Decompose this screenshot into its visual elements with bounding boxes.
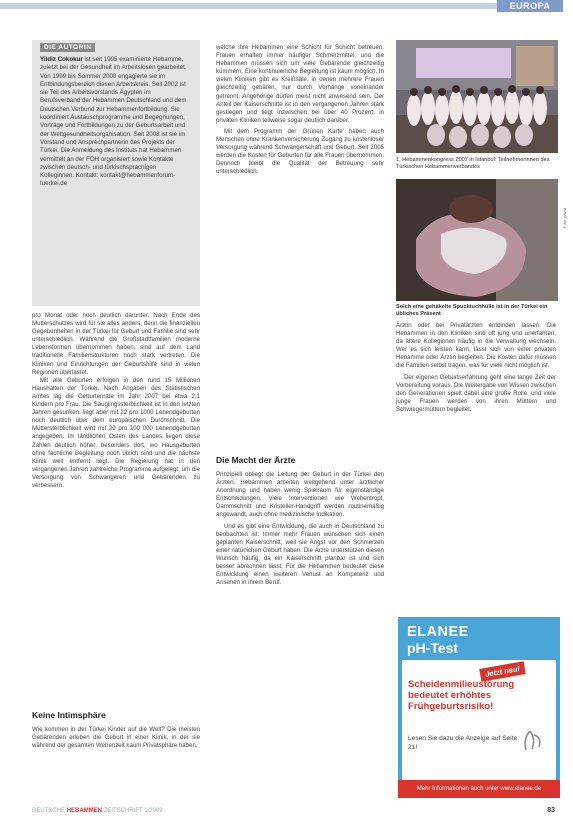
ad-card bbox=[402, 660, 556, 780]
col3-paragraph-1: Ärztin oder bei Privatärzten entbinden lassen. Die Hebammen in den Kliniken sind oft jung und unerfahren, da ältere Kolleginnen häufig in die Verwaltung wechseln. Wer es sich leisten kann, lässt sich von einer privaten Hebamme oder Ärztin begleiten. Die Kosten dafür müssen die Familien selbst tragen, was für viele nicht möglich ist. bbox=[396, 322, 556, 370]
col2-paragraph-3: Prinzipiell obliegt die Leitung der Geburt in der Türkei den Ärzten. Hebammen arbeiten weitgehend unter ärztlicher Anordnung und haben wenig Spielraum für eigenständige Entscheidungen. Viele Interventionen wie Wehentropf, Dammschnitt und Kristeller-Handgriff werden routinemäßig angewandt, auch ohne medizinische Indikation. bbox=[216, 471, 384, 519]
photo2-caption: Solch eine gehäkelte Spucktuchhülle ist in der Türkei ein übliches Präsent bbox=[396, 304, 548, 318]
column-2-lower bbox=[216, 471, 384, 587]
heading-macht-der-aerzte: Die Macht der Ärzte bbox=[216, 455, 296, 465]
author-bio: ist seit 1995 examinierte Hebamme, zuletzt bei der Gesundheit im Arbeitslosen gearbeitet. Von 1999 bis Sommer 2000 engagierte sie im Entbindungsbereich diesen Arbeitskreis. Seit 2002 ist sie Teil des Arbeitsvorstands Ägypten im Berufsverband der Hebammen Deutschland und dem Deutschen Verbund zur Hebammenfortbildung. Sie koordiniert Austauschprogramme und Begegnungen, Vorträge und Fortbildungen zu der Geburtsarbeit und der Weltgesundheitsorganisation. Seit 2008 ist sie im Vorstand und Ansprechpartnerin des Projekts der Türkei. Die Anmeldung des Instituts hat Hebammen vermittelt an der FOH organisiert sowie Kontakte zwischen deutsch- und türkischsprachigen Kolleginnen. Kontakt: kontakt@hebammenforum-tuerkei.de bbox=[40, 56, 187, 188]
col1-paragraph-1: pro Monat oder noch deutlich darunter. Nach Ende des Mutterschutzes wird für sie alles anders, denn die finanziellen Gegebenheiten in der Türkei für Geburt und Familie sind sehr unterschiedlich. Während die Großstadtfamilien moderne Lebensformen übernommen haben, sind auf dem Land traditionelle Familienstrukturen noch stark vertreten. Die Kliniken und Einrichtungen der Geburtshilfe sind in vielen Regionen überlastet. bbox=[32, 312, 200, 376]
heading-keine-intimsphaere: Keine Intimsphäre bbox=[32, 710, 106, 720]
col2-paragraph-2: Mit dem Programm der ‚Grünen Karte' haben auch Menschen ohne Krankenversicherung Zugang zu kostenloser Versorgung während Schwangerschaft und Geburt. Seit 2005 werden die Kosten für Geburten für alle Frauen übernommen. Dennoch bleibt die Qualität der Betreuung sehr unterschiedlich. bbox=[216, 127, 384, 176]
author-box bbox=[32, 40, 200, 306]
photo-hebammenkongress bbox=[396, 40, 558, 153]
column-1 bbox=[32, 312, 200, 490]
col1-paragraph-3: Wie kommen in der Türkei Kinder auf die Welt? Die meisten Gebärenden erleben die Geburt in einer Klinik, in der sie während der gesamten Wehenzeit kaum Privatsphäre haben. bbox=[32, 726, 200, 750]
author-box-title: DIE AUTORIN bbox=[40, 43, 95, 52]
author-box-text bbox=[40, 56, 192, 189]
col2-paragraph-4: Und es gibt eine Entwicklung, die auch in Deutschland zu beobachten ist: Immer mehr Frauen wünschen sich einen geplanten Kaiserschnitt, weil sie Angst vor den Schmerzen einer natürlichen Geburt haben. Die Ärzte unterstützen diesen Wunsch häufig, da ein Kaiserschnitt planbar ist und sich besser abrechnen lässt. Für die Hebammen bedeutet diese Entwicklung einen weiteren Verlust an Kompetenz und Ansehen in ihrem Beruf. bbox=[216, 522, 384, 587]
photo2-credit: Foto: privat bbox=[562, 207, 567, 228]
journal-suffix: ZEITSCHRIFT 1/2009 bbox=[103, 808, 163, 814]
photo1-caption: 1. Hebammenkongress 2007 in Istanbul: Teilnehmerinnen des Türkischen Hebammenverbandes bbox=[396, 157, 550, 171]
ad-reference: Lesen Sie dazu die Anzeige auf Seite 21! bbox=[408, 735, 518, 751]
column-2 bbox=[216, 44, 384, 177]
author-name: Yildiz Cokokur bbox=[40, 56, 83, 63]
ad-brand: ELANEE bbox=[407, 624, 469, 640]
page-number: 83 bbox=[547, 807, 555, 814]
section-label: EUROPA bbox=[497, 0, 563, 12]
photo-spucktuch bbox=[396, 179, 558, 301]
ad-badge: Jetzt neu! bbox=[479, 661, 526, 682]
col2-paragraph-1: welche ihre Hebammen eine Schicht für Schicht betreuen. Frauen erhalten immer häufiger Schmerzmittel, und die Hebammen müssen sich um viele Gebärende gleichzeitig kümmern. Eine kontinuierliche Begleitung ist kaum möglich. In vielen Kliniken gibt es Kreißsäle, in denen mehrere Frauen gleichzeitig gebären, nur durch Vorhänge voneinander getrennt. Angehörige dürfen meist nicht anwesend sein. Der Anteil der Kaiserschnitte ist in den vergangenen Jahren stark gestiegen und liegt inzwischen bei über 40 Prozent, in privaten Kliniken teilweise sogar deutlich darüber. bbox=[216, 44, 384, 124]
journal-name: HEBAMMEN bbox=[66, 808, 103, 814]
header-stripe bbox=[0, 3, 500, 9]
ad-logo-icon bbox=[520, 725, 546, 755]
ad-headline: Scheidenmilieustörung bedeutet erhöhtes Frühgeburtsrisiko! bbox=[408, 679, 515, 712]
col3-paragraph-2: Der eigenen Geburtserfahrung geht eine lange Zeit der Vorbereitung voraus. Die Weitergabe von Wissen zwischen den Generationen spielt dabei eine große Rolle, und viele junge Frauen werden von ihren Müttern und Schwiegermüttern begleitet. bbox=[396, 373, 556, 413]
column-1-lower bbox=[32, 726, 200, 750]
journal-footer bbox=[32, 808, 163, 814]
ad-footer[interactable]: Mehr Informationen auch unter www.elanee.de bbox=[398, 780, 560, 798]
section-header-bar bbox=[0, 0, 573, 12]
column-3 bbox=[396, 322, 556, 414]
ad-product: pH-Test bbox=[407, 640, 459, 656]
elanee-advertisement bbox=[398, 617, 560, 798]
journal-prefix: DEUTSCHE bbox=[32, 808, 66, 814]
col1-paragraph-2: Mit alle Geburten erfolgen in den rund 15 Millionen Haushalten der Türkei. Nach Angaben des Statistischen Amtes lag die Geburtenrate im Jahr 2007 bei etwa 2,1 Kindern pro Frau. Die Säuglingssterblichkeit ist in den letzten Jahren gesunken, liegt aber mit 22 pro 1000 Lebendgeburten noch deutlich über dem europäischen Durchschnitt. Die Müttersterblichkeit wird mit 29 pro 100 000 Lebendgeburten angegeben. Im ländlichen Osten des Landes liegen diese Zahlen deutlich höher, besonders dort, wo Hausgeburten ohne fachliche Begleitung noch üblich sind und die nächste Klinik weit entfernt liegt. Die Regierung hat in den vergangenen Jahren zahlreiche Programme aufgelegt, um die Versorgung von Schwangeren und Gebärenden zu verbessern. bbox=[32, 376, 200, 489]
